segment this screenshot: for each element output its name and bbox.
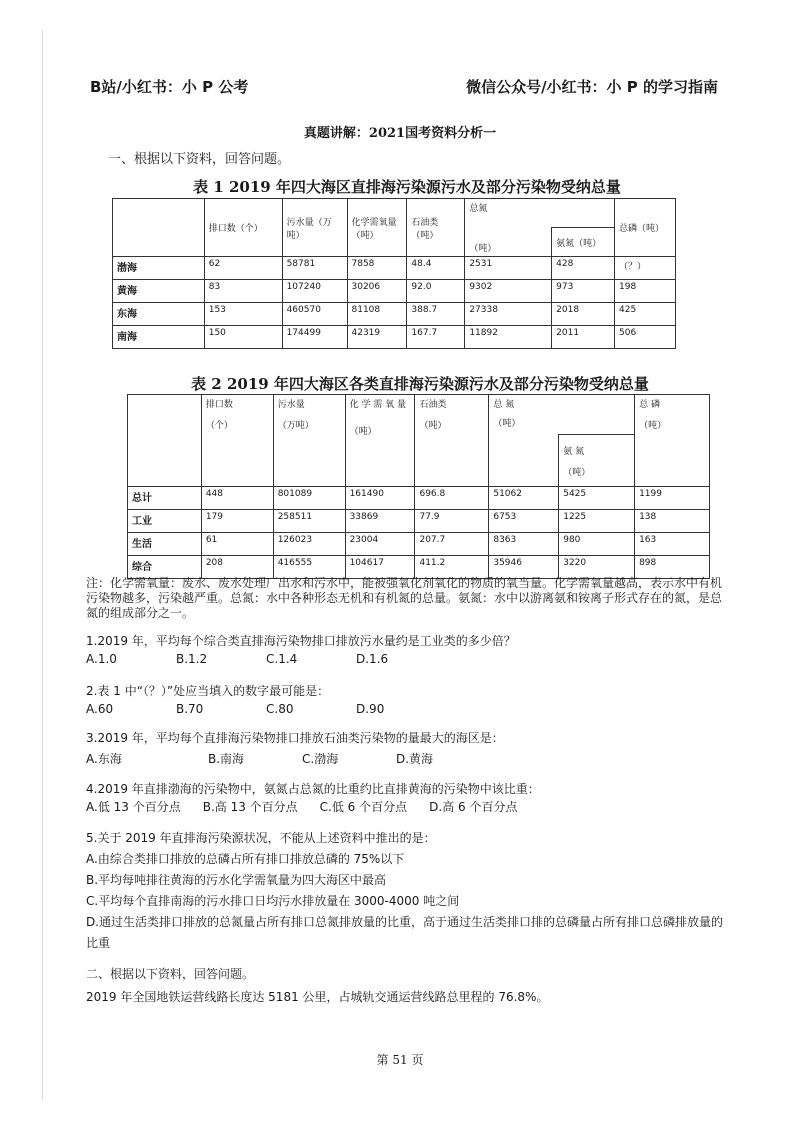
t2-header-tp: [635, 395, 710, 487]
cell-oil: 92.0: [407, 280, 465, 303]
table-row: [113, 280, 676, 303]
row-label: 黄海: [113, 280, 205, 303]
option-c[interactable]: C.渤海: [302, 752, 339, 766]
t2-header-outlets-unit: （个）: [205, 421, 233, 431]
option-b[interactable]: B.平均每吨排往黄海的污水化学需氧量为四大海区中最高: [86, 873, 387, 887]
cell-nh: 2011: [552, 326, 615, 349]
cell-sewage: 174499: [282, 326, 347, 349]
cell-outlets: 62: [204, 257, 282, 280]
cell-nh: 5425: [559, 487, 635, 510]
cell-nh: 1225: [559, 510, 635, 533]
row-label: 东海: [113, 303, 205, 326]
cell-nh: 428: [552, 257, 615, 280]
cell-tp: （？）: [615, 257, 676, 280]
table-row: [113, 257, 676, 280]
t1-header-oil: 石油类（吨）: [407, 199, 465, 257]
cell-nh: 2018: [552, 303, 615, 326]
row-label: 工业: [128, 510, 202, 533]
question-stem: 4.2019 年直排渤海的污染物中，氨氮占总氮的比重约比直排黄海的污染物中该比重：: [86, 782, 540, 796]
question-4: [86, 780, 726, 816]
cell-tp: 138: [635, 510, 710, 533]
header-right: 微信公众号/小红书：小 P 的学习指南: [466, 78, 718, 96]
cell-cod: 81108: [347, 303, 407, 326]
t2-header-nh: [559, 435, 635, 487]
table-row: [128, 510, 710, 533]
t2-header-oil: [415, 395, 489, 487]
option-b[interactable]: B.南海: [208, 752, 245, 766]
t2-header-sewage-unit: （万吨）: [277, 421, 314, 431]
t1-header-sewage: 污水量（万吨）: [282, 199, 347, 257]
cell-tp: 198: [615, 280, 676, 303]
table-1: [112, 198, 676, 349]
t2-header-outlets-label: 排口数: [205, 400, 233, 410]
cell-oil: 696.8: [415, 487, 489, 510]
table-2: [127, 394, 710, 579]
cell-tp: 1199: [635, 487, 710, 510]
cell-tn: 6753: [489, 510, 559, 533]
cell-cod: 161490: [345, 487, 415, 510]
cell-tn: 2531: [465, 257, 552, 280]
section-2-text: 2019 年全国地铁运营线路长度达 5181 公里，占城轨交通运营线路总里程的 76.8%。: [86, 990, 549, 1004]
table-1-title: 表 1 2019 年四大海区直排海污染源污水及部分污染物受纳总量: [193, 178, 621, 196]
question-stem: 5.关于 2019 年直排海污染源状况，不能从上述资料中推出的是：: [86, 831, 436, 845]
cell-outlets: 153: [204, 303, 282, 326]
t2-header-cod: [345, 395, 415, 487]
t2-header-tn-unit: （吨）: [493, 419, 521, 429]
cell-sewage: 460570: [282, 303, 347, 326]
question-stem: 3.2019 年，平均每个直排海污染物排口排放石油类污染物的量最大的海区是：: [86, 731, 504, 745]
t2-header-nh-label: 氨 氮: [563, 446, 585, 457]
cell-sewage: 107240: [282, 280, 347, 303]
t1-header-tp: 总磷（吨）: [615, 199, 676, 257]
cell-cod: 23004: [345, 533, 415, 556]
question-stem: 2.表 1 中“（？）”处应当填入的数字最可能是：: [86, 684, 330, 698]
table-2-corner: [128, 395, 202, 487]
t2-header-tn-label: 总 氮: [493, 400, 515, 410]
cell-sewage: 258511: [273, 510, 345, 533]
question-options: [86, 700, 726, 718]
table-1-corner: [113, 199, 205, 257]
table-note: 注：化学需氧量：废水、废水处理厂出水和污水中，能被强氧化剂氧化的物质的氧当量。化学需氧量越高，表示水中有机污染物越多，污染越严重。总氮：水中各种形态无机和有机氮的总量。氨氮：水中以游离氨和铵离子形式存在的氮，是总氮的组成部分之一。: [86, 576, 723, 620]
cell-oil: 411.2: [415, 556, 489, 579]
t1-header-tn-unit: （吨）: [465, 228, 552, 257]
cell-oil: 77.9: [415, 510, 489, 533]
t2-header-nh-unit: （吨）: [563, 467, 591, 478]
t2-header-oil-unit: （吨）: [419, 421, 447, 431]
t2-header-tp-unit: （吨）: [639, 421, 667, 431]
table-2-title: 表 2 2019 年四大海区各类直排海污染源污水及部分污染物受纳总量: [191, 375, 649, 393]
section-1-heading: 一、根据以下资料，回答问题。: [108, 152, 291, 167]
t2-header-tn-spacer: [489, 435, 559, 487]
option-c[interactable]: C.平均每个直排南海的污水排口日均污水排放量在 3000-4000 吨之间: [86, 894, 460, 908]
cell-sewage: 58781: [282, 257, 347, 280]
cell-oil: 388.7: [407, 303, 465, 326]
cell-outlets: 179: [201, 510, 273, 533]
question-2: [86, 682, 726, 718]
t1-header-cod: 化学需氧量（吨）: [347, 199, 407, 257]
cell-tn: 27338: [465, 303, 552, 326]
t1-header-outlets: 排口数（个）: [204, 199, 282, 257]
option-d[interactable]: D.通过生活类排口排放的总氮量占所有排口总氮排放量的比重，高于通过生活类排口排的总磷量占所有排口总磷排放量的比重: [86, 915, 724, 950]
cell-cod: 33869: [345, 510, 415, 533]
cell-outlets: 83: [204, 280, 282, 303]
cell-nh: 3220: [559, 556, 635, 579]
option-b[interactable]: B.1.2: [176, 652, 208, 666]
t2-header-tn: [489, 395, 635, 435]
page-number: 第 51 页: [376, 1053, 424, 1067]
row-label: 综合: [128, 556, 202, 579]
t2-header-sewage-label: 污水量: [277, 400, 305, 410]
question-stem: 1.2019 年，平均每个综合类直排海污染物排口排放污水量约是工业类的多少倍？: [86, 634, 516, 648]
cell-cod: 42319: [347, 326, 407, 349]
option-c[interactable]: C.1.4: [266, 652, 298, 666]
cell-tp: 506: [615, 326, 676, 349]
option-a[interactable]: A.1.0: [86, 652, 117, 666]
cell-tn: 51062: [489, 487, 559, 510]
option-c[interactable]: C.低 6 个百分点: [319, 800, 408, 814]
header-left: B站/小红书：小 P 公考: [90, 78, 249, 96]
cell-cod: 104617: [345, 556, 415, 579]
cell-tn: 8363: [489, 533, 559, 556]
table-row: [113, 303, 676, 326]
cell-tn: 9302: [465, 280, 552, 303]
option-d[interactable]: D.高 6 个百分点: [429, 800, 518, 814]
cell-sewage: 416555: [273, 556, 345, 579]
table-row: [128, 487, 710, 510]
option-b[interactable]: B.高 13 个百分点: [202, 800, 298, 814]
question-options: [86, 750, 726, 768]
t2-header-sewage: [273, 395, 345, 487]
cell-oil: 207.7: [415, 533, 489, 556]
cell-outlets: 208: [201, 556, 273, 579]
t1-header-tn: 总氮: [465, 199, 615, 228]
option-b[interactable]: B.70: [176, 702, 204, 716]
t1-header-nh: 氨氮（吨）: [552, 228, 615, 257]
question-3: [86, 729, 726, 768]
option-a[interactable]: A.由综合类排口排放的总磷占所有排口排放总磷的 75%以下: [86, 852, 405, 866]
option-a[interactable]: A.60: [86, 702, 114, 716]
t2-header-tp-label: 总 磷: [639, 400, 660, 410]
t2-header-outlets: [201, 395, 273, 487]
cell-outlets: 61: [201, 533, 273, 556]
option-d[interactable]: D.1.6: [356, 652, 389, 666]
question-options: [86, 650, 726, 668]
question-1: [86, 632, 726, 668]
option-a[interactable]: A.东海: [86, 752, 122, 766]
t2-header-cod-label: 化 学 需 氧 量: [349, 400, 407, 410]
option-a[interactable]: A.低 13 个百分点: [86, 800, 181, 814]
cell-tn: 11892: [465, 326, 552, 349]
row-label: 生活: [128, 533, 202, 556]
cell-sewage: 126023: [273, 533, 345, 556]
cell-tp: 425: [615, 303, 676, 326]
cell-oil: 48.4: [407, 257, 465, 280]
t2-header-cod-unit: （吨）: [349, 427, 377, 437]
cell-nh: 980: [559, 533, 635, 556]
cell-outlets: 150: [204, 326, 282, 349]
row-label: 总计: [128, 487, 202, 510]
table-row: [113, 326, 676, 349]
option-d[interactable]: D.黄海: [396, 752, 434, 766]
cell-oil: 167.7: [407, 326, 465, 349]
table-row: [128, 533, 710, 556]
option-d[interactable]: D.90: [356, 702, 385, 716]
cell-cod: 7858: [347, 257, 407, 280]
row-label: 南海: [113, 326, 205, 349]
cell-tn: 35946: [489, 556, 559, 579]
section-2-heading: 二、根据以下资料，回答问题。: [86, 967, 255, 981]
document-title: 真题讲解：2021国考资料分析一: [303, 126, 497, 141]
cell-nh: 973: [552, 280, 615, 303]
t2-header-oil-label: 石油类: [419, 400, 447, 410]
cell-sewage: 801089: [273, 487, 345, 510]
question-options: [86, 798, 726, 816]
cell-cod: 30206: [347, 280, 407, 303]
cell-tp: 898: [635, 556, 710, 579]
option-c[interactable]: C.80: [266, 702, 294, 716]
row-label: 渤海: [113, 257, 205, 280]
cell-outlets: 448: [201, 487, 273, 510]
question-5: [86, 828, 726, 954]
cell-tp: 163: [635, 533, 710, 556]
